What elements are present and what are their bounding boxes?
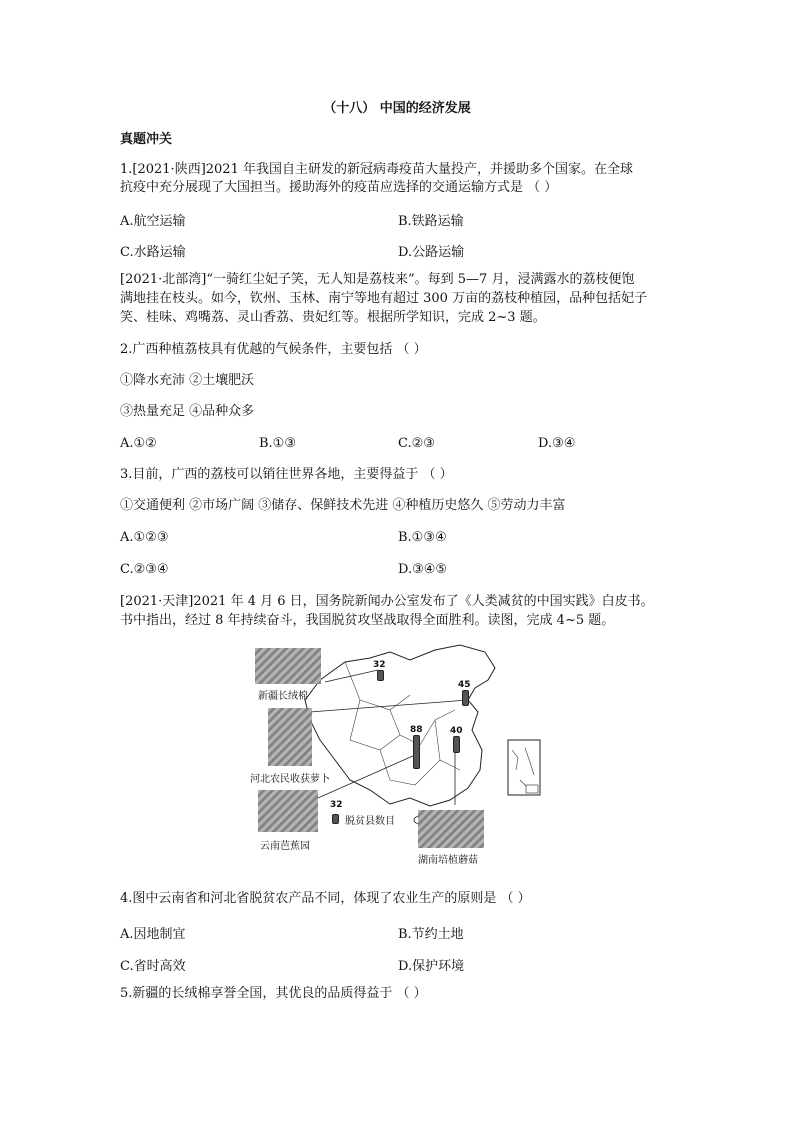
legend-number: 32 bbox=[330, 800, 343, 810]
q4-option-c: C.省时高效 bbox=[120, 959, 186, 974]
q2-options-line2: ③热量充足 ④品种众多 bbox=[120, 404, 255, 419]
page-title: （十八） 中国的经济发展 bbox=[323, 101, 471, 116]
q1-option-a: A.航空运输 bbox=[120, 214, 186, 229]
q2-option-b: B.①③ bbox=[259, 436, 296, 451]
intro4-line2: 书中指出，经过 8 年持续奋斗，我国脱贫攻坚战取得全面胜利。读图，完成 4~5 题。 bbox=[120, 613, 615, 628]
q1-option-d: D.公路运输 bbox=[398, 245, 465, 260]
count-xinjiang: 32 bbox=[373, 660, 386, 670]
q3-options: ①交通便利 ②市场广阔 ③储存、保鲜技术先进 ④种植历史悠久 ⑤劳动力丰富 bbox=[120, 498, 566, 513]
q3-option-b: B.①③④ bbox=[398, 530, 447, 545]
poverty-map-figure bbox=[250, 640, 550, 866]
q2-options-line1: ①降水充沛 ②土壤肥沃 bbox=[120, 373, 255, 388]
q4-option-d: D.保护环境 bbox=[398, 959, 465, 974]
bar-hunan bbox=[453, 736, 460, 753]
q2-stem: 2.广西种植荔枝具有优越的气候条件，主要包括 （ ） bbox=[120, 342, 427, 357]
count-yunnan: 88 bbox=[410, 725, 423, 735]
caption-yunnan: 云南芭蕉园 bbox=[260, 841, 310, 852]
q3-option-a: A.①②③ bbox=[120, 530, 169, 545]
q4-stem: 4.图中云南省和河北省脱贫农产品不同，体现了农业生产的原则是 （ ） bbox=[120, 891, 531, 906]
count-hunan: 40 bbox=[450, 726, 463, 736]
q4-option-a: A.因地制宜 bbox=[120, 927, 186, 942]
q1-stem-line2: 抗疫中充分展现了大国担当。援助海外的疫苗应选择的交通运输方式是 （ ） bbox=[120, 180, 558, 195]
legend-text: 脱贫县数目 bbox=[345, 816, 395, 827]
q1-option-b: B.铁路运输 bbox=[398, 214, 464, 229]
photo-hebei-radish bbox=[268, 708, 312, 766]
q3-option-c: C.②③④ bbox=[120, 562, 169, 577]
photo-hunan-mushroom bbox=[418, 810, 484, 848]
q4-option-b: B.节约土地 bbox=[398, 927, 464, 942]
caption-xinjiang: 新疆长绒棉 bbox=[258, 691, 308, 702]
intro2-line1: [2021·北部湾]“一骑红尘妃子笑，无人知是荔枝来”。每到 5—7 月，浸满露水的荔枝便饱 bbox=[120, 272, 635, 287]
intro4-line1: [2021·天津]2021 年 4 月 6 日，国务院新闻办公室发布了《人类减贫的中国实践》白皮书。 bbox=[120, 594, 654, 609]
q5-stem: 5.新疆的长绒棉享誉全国，其优良的品质得益于 （ ） bbox=[120, 986, 427, 1001]
caption-hebei: 河北农民收获萝卜 bbox=[250, 774, 330, 785]
bar-yunnan bbox=[413, 735, 420, 769]
intro2-line3: 笑、桂味、鸡嘴荔、灵山香荔、贵妃红等。根据所学知识，完成 2~3 题。 bbox=[120, 310, 546, 325]
photo-xinjiang-cotton bbox=[255, 648, 321, 684]
q3-stem: 3.目前，广西的荔枝可以销往世界各地，主要得益于 （ ） bbox=[120, 467, 453, 482]
q1-stem-line1: 1.[2021·陕西]2021 年我国自主研发的新冠病毒疫苗大量投产，并援助多个国家。在全球 bbox=[120, 162, 633, 177]
bar-hebei bbox=[462, 690, 469, 706]
caption-hunan: 湖南培植蘑菇 bbox=[418, 855, 478, 866]
section-heading: 真题冲关 bbox=[120, 132, 173, 147]
intro2-line2: 满地挂在枝头。如今，钦州、玉林、南宁等地有超过 300 万亩的荔枝种植园，品种包括妃子 bbox=[120, 291, 648, 306]
q1-option-c: C.水路运输 bbox=[120, 245, 186, 260]
q3-option-d: D.③④⑤ bbox=[398, 562, 448, 577]
q2-option-c: C.②③ bbox=[398, 436, 435, 451]
count-hebei: 45 bbox=[458, 680, 471, 690]
q2-option-a: A.①② bbox=[120, 436, 157, 451]
q2-option-d: D.③④ bbox=[538, 436, 576, 451]
photo-yunnan-banana bbox=[258, 790, 318, 832]
legend-bar bbox=[332, 814, 339, 824]
bar-xinjiang bbox=[377, 670, 384, 681]
